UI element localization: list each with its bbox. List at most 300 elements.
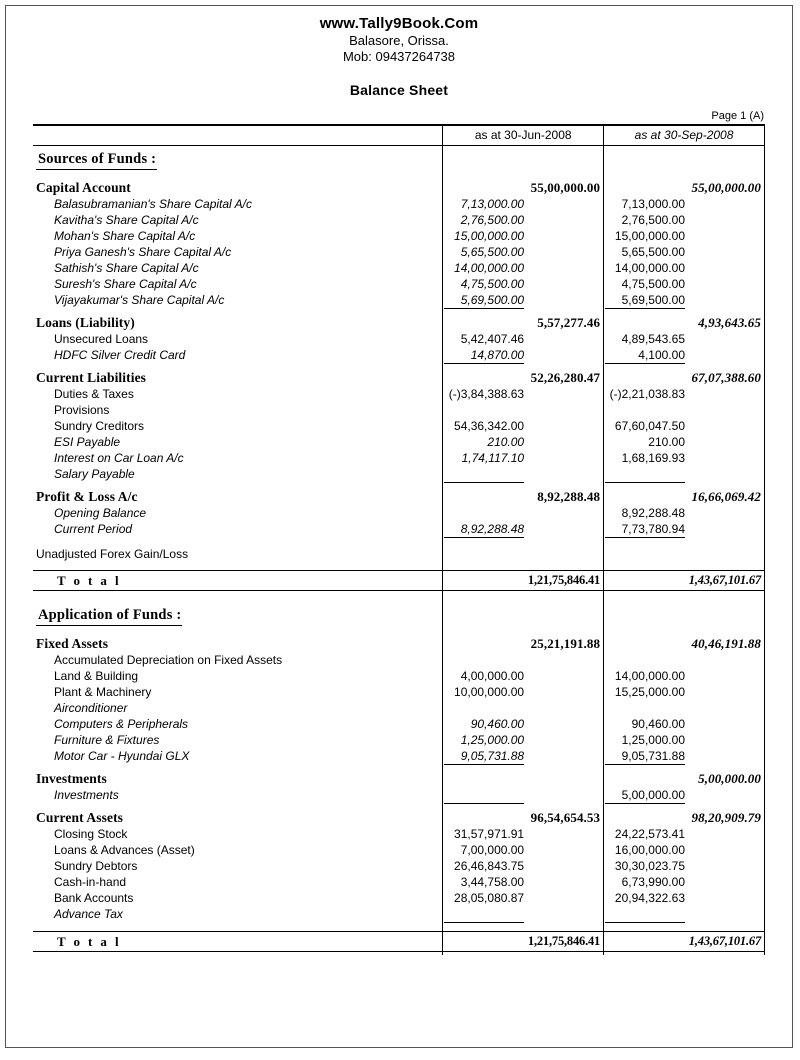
group-label-cell xyxy=(33,489,443,505)
detail-value: 14,00,000.00 xyxy=(614,261,685,275)
detail-value: 5,65,500.00 xyxy=(621,245,685,259)
detail-value: 9,05,731.88 xyxy=(621,749,685,763)
detail-row xyxy=(33,684,765,700)
detail-label: Accumulated Depreciation on Fixed Assets xyxy=(54,653,283,667)
group-total-value: 5,00,000.00 xyxy=(698,771,761,786)
detail-label: ESI Payable xyxy=(54,435,121,449)
detail-row xyxy=(33,652,765,668)
detail-label-cell xyxy=(33,505,443,521)
detail-value: 210.00 xyxy=(487,435,525,449)
detail-value: 90,460.00 xyxy=(631,717,685,731)
amount-cell-col2 xyxy=(604,787,765,803)
amount-cell-col2 xyxy=(604,212,765,228)
company-address: Balasore, Orissa. xyxy=(349,33,449,48)
detail-label-cell xyxy=(33,890,443,906)
detail-label: Bank Accounts xyxy=(54,891,134,905)
amount-cell-col2 xyxy=(604,636,765,652)
detail-value: 7,00,000.00 xyxy=(460,843,525,857)
detail-label: Salary Payable xyxy=(54,467,135,481)
detail-value: 15,00,000.00 xyxy=(614,229,685,243)
standalone-label: Unadjusted Forex Gain/Loss xyxy=(36,547,189,561)
detail-row xyxy=(33,402,765,418)
detail-label: HDFC Silver Credit Card xyxy=(54,348,186,362)
detail-value: 26,46,843.75 xyxy=(454,859,525,873)
report-page xyxy=(5,5,793,1048)
amount-cell-col1 xyxy=(443,874,604,890)
detail-value: 1,68,169.93 xyxy=(621,451,685,465)
standalone-label-cell xyxy=(33,546,443,562)
amount-cell-col1 xyxy=(443,716,604,732)
detail-value: 7,73,780.94 xyxy=(621,522,685,536)
detail-row xyxy=(33,732,765,748)
detail-row xyxy=(33,386,765,402)
amount-cell-col2 xyxy=(604,700,765,716)
detail-value: 28,05,080.87 xyxy=(454,891,525,905)
amount-cell-col2 xyxy=(604,276,765,292)
detail-value: 5,69,500.00 xyxy=(460,293,525,307)
header-col1: as at 30-Jun-2008 xyxy=(443,126,604,146)
detail-row xyxy=(33,906,765,922)
group-name: Investments xyxy=(36,771,107,786)
amount-cell-col1 xyxy=(443,276,604,292)
detail-label: Priya Ganesh's Share Capital A/c xyxy=(54,245,232,259)
detail-label-cell xyxy=(33,906,443,922)
detail-value xyxy=(604,700,685,716)
detail-value: 8,92,288.48 xyxy=(621,506,685,520)
group-label-cell xyxy=(33,810,443,826)
amount-cell-col1 xyxy=(443,347,604,363)
detail-label-cell xyxy=(33,260,443,276)
detail-value: 5,42,407.46 xyxy=(460,332,525,346)
detail-row xyxy=(33,716,765,732)
amount-cell-col1 xyxy=(443,771,604,787)
amount-cell-col1 xyxy=(443,466,604,482)
detail-row xyxy=(33,466,765,482)
detail-value xyxy=(604,906,685,922)
group-total-value: 16,66,069.42 xyxy=(691,489,761,504)
group-row xyxy=(33,810,765,826)
spacer-col2 xyxy=(604,538,765,546)
double-rule-col2 xyxy=(604,952,765,956)
detail-label: Duties & Taxes xyxy=(54,387,134,401)
detail-label: Plant & Machinery xyxy=(54,685,152,699)
spacer-col2 xyxy=(604,562,765,571)
detail-label-cell xyxy=(33,748,443,764)
detail-label: Mohan's Share Capital A/c xyxy=(54,229,196,243)
detail-label: Current Period xyxy=(54,522,133,536)
double-rule-particulars xyxy=(33,952,443,956)
group-total-value: 67,07,388.60 xyxy=(691,370,761,385)
spacer-row xyxy=(33,172,765,180)
spacer-particulars xyxy=(33,628,443,636)
detail-label-cell xyxy=(33,732,443,748)
amount-cell-col2 xyxy=(604,450,765,466)
detail-label: Loans & Advances (Asset) xyxy=(54,843,195,857)
detail-value: 4,00,000.00 xyxy=(460,669,525,683)
group-label-cell xyxy=(33,315,443,331)
detail-row xyxy=(33,858,765,874)
detail-label: Motor Car - Hyundai GLX xyxy=(54,749,190,763)
amount-cell-col2 xyxy=(604,402,765,418)
empty-value xyxy=(604,546,764,562)
amount-cell-col1 xyxy=(443,826,604,842)
detail-label: Suresh's Share Capital A/c xyxy=(54,277,197,291)
amount-cell-col2 xyxy=(604,716,765,732)
detail-row xyxy=(33,244,765,260)
amount-cell-col1 xyxy=(443,810,604,826)
amount-cell-col1 xyxy=(443,748,604,764)
detail-label: Investments xyxy=(54,788,119,802)
detail-label-cell xyxy=(33,418,443,434)
detail-value: 15,25,000.00 xyxy=(614,685,685,699)
detail-label: Sathish's Share Capital A/c xyxy=(54,261,199,275)
amount-cell-col2 xyxy=(604,684,765,700)
empty-value xyxy=(604,602,764,618)
grand-total-value: 1,43,67,101.67 xyxy=(688,934,761,948)
detail-value xyxy=(443,505,524,521)
detail-label-cell xyxy=(33,386,443,402)
detail-value: 1,25,000.00 xyxy=(621,733,685,747)
detail-label: Interest on Car Loan A/c xyxy=(54,451,184,465)
detail-value: 14,00,000.00 xyxy=(614,669,685,683)
detail-row xyxy=(33,668,765,684)
detail-label: Furniture & Fixtures xyxy=(54,733,160,747)
amount-cell-col2 xyxy=(604,146,765,173)
detail-label-cell xyxy=(33,244,443,260)
detail-row xyxy=(33,228,765,244)
detail-row xyxy=(33,260,765,276)
detail-value xyxy=(604,402,685,418)
grand-total-value: 1,21,75,846.41 xyxy=(527,934,601,948)
group-row xyxy=(33,636,765,652)
group-row xyxy=(33,370,765,386)
detail-row xyxy=(33,842,765,858)
grand-total-row xyxy=(33,932,765,952)
detail-label: Closing Stock xyxy=(54,827,128,841)
amount-cell-col2 xyxy=(604,347,765,363)
amount-cell-col2 xyxy=(604,292,765,308)
amount-cell-col2 xyxy=(604,906,765,922)
group-row xyxy=(33,315,765,331)
grand-total-value: 1,21,75,846.41 xyxy=(527,573,601,587)
spacer-col1 xyxy=(443,594,604,602)
detail-row xyxy=(33,450,765,466)
spacer-col1 xyxy=(443,628,604,636)
detail-value: 10,00,000.00 xyxy=(454,685,525,699)
group-total-value: 40,46,191.88 xyxy=(691,636,761,651)
grand-total-row xyxy=(33,571,765,591)
grand-total-col2 xyxy=(604,571,765,591)
detail-value xyxy=(443,700,524,716)
header-particulars xyxy=(33,126,443,146)
spacer-col2 xyxy=(604,923,765,932)
amount-cell-col1 xyxy=(443,418,604,434)
group-label-cell xyxy=(33,636,443,652)
amount-cell-col1 xyxy=(443,386,604,402)
grand-total-label: T o t a l xyxy=(57,934,121,949)
letterhead xyxy=(33,6,765,99)
detail-label-cell xyxy=(33,858,443,874)
amount-cell-col2 xyxy=(604,331,765,347)
detail-label: Cash-in-hand xyxy=(54,875,127,889)
detail-value xyxy=(443,787,524,803)
spacer-particulars xyxy=(33,172,443,180)
group-label-cell xyxy=(33,180,443,196)
detail-label-cell xyxy=(33,668,443,684)
amount-cell-col1 xyxy=(443,668,604,684)
detail-label-cell xyxy=(33,434,443,450)
amount-cell-col1 xyxy=(443,521,604,537)
amount-cell-col1 xyxy=(443,292,604,308)
detail-label-cell xyxy=(33,292,443,308)
detail-value: 2,76,500.00 xyxy=(460,213,525,227)
detail-value: 54,36,342.00 xyxy=(454,419,525,433)
empty-value xyxy=(604,146,764,162)
amount-cell-col1 xyxy=(443,787,604,803)
detail-label: Land & Building xyxy=(54,669,139,683)
amount-cell-col2 xyxy=(604,434,765,450)
group-row xyxy=(33,489,765,505)
detail-value: 4,100.00 xyxy=(638,348,685,362)
detail-value: 3,44,758.00 xyxy=(460,875,525,889)
group-total-value xyxy=(443,771,603,787)
detail-label: Airconditioner xyxy=(54,701,128,715)
detail-label-cell xyxy=(33,276,443,292)
section-title: Sources of Funds : xyxy=(36,151,157,170)
detail-label: Computers & Peripherals xyxy=(54,717,189,731)
amount-cell-col2 xyxy=(604,732,765,748)
section-title-cell xyxy=(33,146,443,173)
amount-cell-col2 xyxy=(604,810,765,826)
detail-label-cell xyxy=(33,402,443,418)
grand-total-col1 xyxy=(443,932,604,952)
spacer-row xyxy=(33,923,765,932)
amount-cell-col1 xyxy=(443,146,604,173)
detail-value: (-)3,84,388.63 xyxy=(448,387,525,401)
section-title-row xyxy=(33,602,765,628)
detail-value: 14,870.00 xyxy=(470,348,525,362)
detail-label: Balasubramanian's Share Capital A/c xyxy=(54,197,252,211)
group-name: Capital Account xyxy=(36,180,131,195)
detail-value: 7,13,000.00 xyxy=(621,197,685,211)
detail-label: Unsecured Loans xyxy=(54,332,149,346)
detail-label-cell xyxy=(33,196,443,212)
detail-row xyxy=(33,700,765,716)
amount-cell-col2 xyxy=(604,521,765,537)
detail-label-cell xyxy=(33,684,443,700)
detail-value xyxy=(604,652,685,668)
section-title-wrap xyxy=(33,602,442,628)
detail-label: Provisions xyxy=(54,403,110,417)
amount-cell-col2 xyxy=(604,874,765,890)
page-title: Balance Sheet xyxy=(349,82,449,98)
detail-label-cell xyxy=(33,874,443,890)
standalone-row xyxy=(33,546,765,562)
amount-cell-col1 xyxy=(443,434,604,450)
grand-total-label-cell xyxy=(33,571,443,591)
detail-label-cell xyxy=(33,212,443,228)
detail-value xyxy=(443,906,524,922)
detail-label: Opening Balance xyxy=(54,506,147,520)
amount-cell-col2 xyxy=(604,244,765,260)
spacer-col1 xyxy=(443,538,604,546)
detail-row xyxy=(33,331,765,347)
grand-total-double-rule xyxy=(33,952,765,956)
detail-row xyxy=(33,826,765,842)
amount-cell-col2 xyxy=(604,370,765,386)
amount-cell-col2 xyxy=(604,668,765,684)
detail-value: 7,13,000.00 xyxy=(460,197,525,211)
detail-label-cell xyxy=(33,228,443,244)
detail-row xyxy=(33,418,765,434)
amount-cell-col1 xyxy=(443,315,604,331)
amount-cell-col1 xyxy=(443,228,604,244)
detail-row xyxy=(33,347,765,363)
amount-cell-col2 xyxy=(604,826,765,842)
spacer-row xyxy=(33,594,765,602)
group-total-value: 96,54,654.53 xyxy=(530,810,601,825)
amount-cell-col1 xyxy=(443,331,604,347)
spacer-particulars xyxy=(33,923,443,932)
detail-label-cell xyxy=(33,826,443,842)
detail-value: 5,65,500.00 xyxy=(460,245,525,259)
detail-row xyxy=(33,212,765,228)
amount-cell-col2 xyxy=(604,489,765,505)
amount-cell-col2 xyxy=(604,546,765,562)
section-title-row xyxy=(33,146,765,173)
detail-label-cell xyxy=(33,700,443,716)
amount-cell-col1 xyxy=(443,842,604,858)
empty-value xyxy=(443,146,603,162)
amount-cell-col2 xyxy=(604,196,765,212)
amount-cell-col1 xyxy=(443,602,604,628)
empty-value xyxy=(443,546,603,562)
detail-label: Sundry Debtors xyxy=(54,859,138,873)
detail-label-cell xyxy=(33,466,443,482)
detail-row xyxy=(33,505,765,521)
detail-label-cell xyxy=(33,521,443,537)
detail-row xyxy=(33,292,765,308)
amount-cell-col2 xyxy=(604,260,765,276)
detail-label: Vijayakumar's Share Capital A/c xyxy=(54,293,225,307)
detail-label-cell xyxy=(33,842,443,858)
detail-label-cell xyxy=(33,652,443,668)
amount-cell-col1 xyxy=(443,244,604,260)
detail-value: 9,05,731.88 xyxy=(460,749,525,763)
detail-value: 30,30,023.75 xyxy=(614,859,685,873)
amount-cell-col1 xyxy=(443,546,604,562)
detail-label-cell xyxy=(33,716,443,732)
detail-value: 4,75,500.00 xyxy=(460,277,525,291)
company-mobile: Mob: 09437264738 xyxy=(342,49,456,64)
amount-cell-col1 xyxy=(443,196,604,212)
spacer-row xyxy=(33,562,765,571)
amount-cell-col1 xyxy=(443,684,604,700)
spacer-row xyxy=(33,628,765,636)
group-total-value: 52,26,280.47 xyxy=(530,370,601,385)
amount-cell-col1 xyxy=(443,636,604,652)
grand-total-label: T o t a l xyxy=(57,573,121,588)
group-total-value: 5,57,277.46 xyxy=(537,315,601,330)
group-total-value: 25,21,191.88 xyxy=(530,636,601,651)
amount-cell-col2 xyxy=(604,418,765,434)
detail-value xyxy=(443,402,524,418)
group-label-cell xyxy=(33,771,443,787)
detail-label: Advance Tax xyxy=(54,907,123,921)
detail-value: 210.00 xyxy=(648,435,685,449)
group-name: Fixed Assets xyxy=(36,636,109,651)
detail-label-cell xyxy=(33,347,443,363)
amount-cell-col2 xyxy=(604,315,765,331)
detail-value: 14,00,000.00 xyxy=(454,261,525,275)
detail-label-cell xyxy=(33,787,443,803)
group-total-value: 4,93,643.65 xyxy=(698,315,761,330)
detail-value: 90,460.00 xyxy=(470,717,525,731)
amount-cell-col2 xyxy=(604,748,765,764)
detail-value: 5,00,000.00 xyxy=(621,788,685,802)
detail-label-cell xyxy=(33,450,443,466)
spacer-col1 xyxy=(443,172,604,180)
spacer-particulars xyxy=(33,538,443,546)
amount-cell-col1 xyxy=(443,858,604,874)
group-row xyxy=(33,771,765,787)
detail-label-cell xyxy=(33,331,443,347)
amount-cell-col2 xyxy=(604,842,765,858)
section-title: Application of Funds : xyxy=(36,607,182,626)
spacer-col1 xyxy=(443,562,604,571)
group-total-value: 98,20,909.79 xyxy=(691,810,761,825)
column-header-row xyxy=(33,126,765,146)
amount-cell-col1 xyxy=(443,402,604,418)
detail-value xyxy=(604,466,685,482)
section-title-cell xyxy=(33,602,443,628)
amount-cell-col1 xyxy=(443,732,604,748)
amount-cell-col1 xyxy=(443,890,604,906)
spacer-particulars xyxy=(33,594,443,602)
amount-cell-col2 xyxy=(604,505,765,521)
amount-cell-col1 xyxy=(443,489,604,505)
spacer-row xyxy=(33,538,765,546)
amount-cell-col1 xyxy=(443,450,604,466)
detail-row xyxy=(33,196,765,212)
header-col2: as at 30-Sep-2008 xyxy=(604,126,765,146)
spacer-col1 xyxy=(443,923,604,932)
group-total-value: 55,00,000.00 xyxy=(691,180,761,195)
group-name: Current Liabilities xyxy=(36,370,147,385)
amount-cell-col2 xyxy=(604,180,765,196)
amount-cell-col1 xyxy=(443,370,604,386)
detail-value: 24,22,573.41 xyxy=(614,827,685,841)
detail-value: 8,92,288.48 xyxy=(460,522,525,536)
spacer-col2 xyxy=(604,172,765,180)
spacer-col2 xyxy=(604,594,765,602)
detail-value: 5,69,500.00 xyxy=(621,293,685,307)
detail-value: 1,25,000.00 xyxy=(460,733,525,747)
group-row xyxy=(33,180,765,196)
empty-value xyxy=(443,602,603,618)
detail-value xyxy=(443,652,524,668)
spacer-col2 xyxy=(604,628,765,636)
amount-cell-col2 xyxy=(604,386,765,402)
group-name: Loans (Liability) xyxy=(36,315,135,330)
detail-row xyxy=(33,521,765,537)
group-total-value: 8,92,288.48 xyxy=(537,489,601,504)
group-label-cell xyxy=(33,370,443,386)
amount-cell-col1 xyxy=(443,260,604,276)
amount-cell-col2 xyxy=(604,652,765,668)
detail-value: 6,73,990.00 xyxy=(621,875,685,889)
amount-cell-col1 xyxy=(443,652,604,668)
